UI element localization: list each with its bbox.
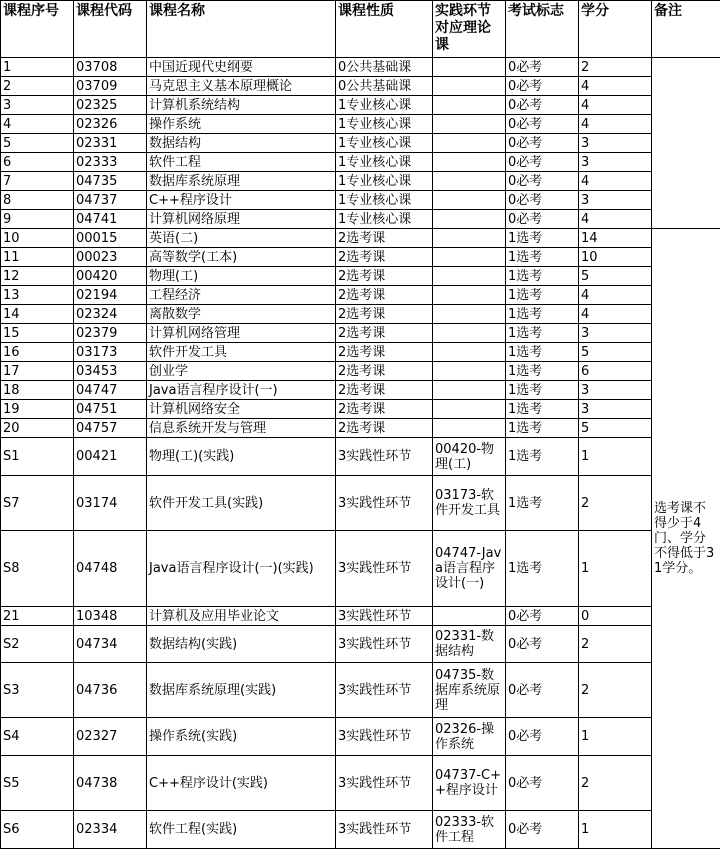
cell-code: 04757 (74, 419, 147, 438)
cell-exam: 0必考 (506, 96, 579, 115)
cell-seq: 14 (1, 305, 74, 324)
table-row (1, 96, 720, 115)
cell-theory (433, 77, 506, 96)
cell-code: 04747 (74, 381, 147, 400)
cell-exam: 1选考 (506, 419, 579, 438)
cell-credit: 1 (579, 438, 652, 476)
cell-remark-empty (652, 58, 720, 229)
cell-seq: S6 (1, 811, 74, 849)
cell-type: 2选考课 (336, 267, 433, 286)
cell-theory (433, 607, 506, 626)
cell-type: 3实践性环节 (336, 718, 433, 756)
cell-type: 1专业核心课 (336, 115, 433, 134)
cell-type: 3实践性环节 (336, 438, 433, 476)
cell-name: 创业学 (147, 362, 336, 381)
cell-code: 00420 (74, 267, 147, 286)
cell-seq: 2 (1, 77, 74, 96)
cell-type: 3实践性环节 (336, 531, 433, 607)
cell-exam: 0必考 (506, 77, 579, 96)
cell-name: Java语言程序设计(一)(实践) (147, 531, 336, 607)
cell-name: 数据库系统原理 (147, 172, 336, 191)
table-row (1, 58, 720, 77)
cell-credit: 3 (579, 400, 652, 419)
table-row (1, 77, 720, 96)
cell-type: 0公共基础课 (336, 58, 433, 77)
table-row (1, 438, 720, 476)
cell-theory (433, 267, 506, 286)
cell-name: 操作系统(实践) (147, 718, 336, 756)
cell-credit: 2 (579, 663, 652, 718)
table-row (1, 756, 720, 811)
cell-credit: 4 (579, 115, 652, 134)
table-row (1, 210, 720, 229)
cell-code: 04737 (74, 191, 147, 210)
cell-exam: 0必考 (506, 134, 579, 153)
cell-seq: 8 (1, 191, 74, 210)
cell-seq: 21 (1, 607, 74, 626)
cell-name: 软件开发工具(实践) (147, 476, 336, 531)
cell-code: 02326 (74, 115, 147, 134)
cell-code: 03453 (74, 362, 147, 381)
cell-exam: 1选考 (506, 324, 579, 343)
cell-credit: 10 (579, 248, 652, 267)
cell-theory (433, 305, 506, 324)
cell-seq: 5 (1, 134, 74, 153)
table-row (1, 191, 720, 210)
cell-seq: S3 (1, 663, 74, 718)
table-row (1, 305, 720, 324)
cell-name: C++程序设计 (147, 191, 336, 210)
cell-exam: 1选考 (506, 248, 579, 267)
cell-name: 数据库系统原理(实践) (147, 663, 336, 718)
cell-theory (433, 191, 506, 210)
cell-credit: 2 (579, 476, 652, 531)
cell-theory (433, 324, 506, 343)
cell-type: 2选考课 (336, 362, 433, 381)
cell-type: 1专业核心课 (336, 172, 433, 191)
cell-name: 计算机系统结构 (147, 96, 336, 115)
cell-seq: 3 (1, 96, 74, 115)
cell-code: 04751 (74, 400, 147, 419)
cell-seq: S7 (1, 476, 74, 531)
table-row (1, 362, 720, 381)
cell-theory (433, 400, 506, 419)
cell-name: 计算机网络管理 (147, 324, 336, 343)
cell-code: 04734 (74, 626, 147, 663)
cell-theory: 02333-软件工程 (433, 811, 506, 849)
cell-seq: S8 (1, 531, 74, 607)
table-row (1, 324, 720, 343)
cell-credit: 2 (579, 58, 652, 77)
cell-type: 3实践性环节 (336, 476, 433, 531)
cell-seq: 19 (1, 400, 74, 419)
cell-credit: 1 (579, 718, 652, 756)
cell-seq: 9 (1, 210, 74, 229)
cell-code: 02327 (74, 718, 147, 756)
cell-exam: 0必考 (506, 663, 579, 718)
cell-exam: 0必考 (506, 756, 579, 811)
cell-type: 3实践性环节 (336, 626, 433, 663)
cell-name: 数据结构 (147, 134, 336, 153)
cell-theory (433, 381, 506, 400)
cell-code: 03174 (74, 476, 147, 531)
cell-name: 软件工程(实践) (147, 811, 336, 849)
cell-credit: 0 (579, 607, 652, 626)
cell-theory: 02326-操作系统 (433, 718, 506, 756)
cell-exam: 1选考 (506, 229, 579, 248)
cell-seq: 11 (1, 248, 74, 267)
cell-name: 物理(工) (147, 267, 336, 286)
cell-theory (433, 210, 506, 229)
cell-exam: 0必考 (506, 210, 579, 229)
cell-type: 2选考课 (336, 419, 433, 438)
cell-name: 离散数学 (147, 305, 336, 324)
cell-credit: 4 (579, 286, 652, 305)
table-row (1, 115, 720, 134)
cell-code: 02325 (74, 96, 147, 115)
cell-type: 1专业核心课 (336, 96, 433, 115)
cell-exam: 1选考 (506, 400, 579, 419)
cell-seq: 4 (1, 115, 74, 134)
cell-exam: 1选考 (506, 305, 579, 324)
cell-theory: 04747-Java语言程序设计(一) (433, 531, 506, 607)
cell-exam: 1选考 (506, 267, 579, 286)
cell-seq: 12 (1, 267, 74, 286)
cell-seq: 1 (1, 58, 74, 77)
cell-type: 2选考课 (336, 343, 433, 362)
cell-credit: 4 (579, 96, 652, 115)
cell-credit: 14 (579, 229, 652, 248)
cell-seq: S2 (1, 626, 74, 663)
cell-seq: S4 (1, 718, 74, 756)
cell-type: 2选考课 (336, 324, 433, 343)
table-row (1, 419, 720, 438)
table-row (1, 400, 720, 419)
cell-exam: 0必考 (506, 153, 579, 172)
cell-seq: 7 (1, 172, 74, 191)
cell-code: 02333 (74, 153, 147, 172)
cell-seq: 6 (1, 153, 74, 172)
cell-type: 3实践性环节 (336, 756, 433, 811)
cell-credit: 5 (579, 419, 652, 438)
cell-code: 04735 (74, 172, 147, 191)
cell-exam: 0必考 (506, 607, 579, 626)
cell-type: 3实践性环节 (336, 811, 433, 849)
cell-name: 高等数学(工本) (147, 248, 336, 267)
cell-theory (433, 96, 506, 115)
header-exam: 考试标志 (506, 1, 579, 58)
table-row (1, 134, 720, 153)
cell-remark: 选考课不得少于4门、学分不得低于31学分。 (652, 229, 720, 849)
cell-theory (433, 172, 506, 191)
cell-code: 00015 (74, 229, 147, 248)
cell-code: 02331 (74, 134, 147, 153)
cell-credit: 5 (579, 267, 652, 286)
cell-seq: 16 (1, 343, 74, 362)
cell-code: 02194 (74, 286, 147, 305)
cell-credit: 5 (579, 343, 652, 362)
cell-name: Java语言程序设计(一) (147, 381, 336, 400)
cell-name: 信息系统开发与管理 (147, 419, 336, 438)
cell-type: 1专业核心课 (336, 210, 433, 229)
cell-credit: 3 (579, 153, 652, 172)
cell-theory (433, 362, 506, 381)
table-body (1, 58, 720, 849)
cell-name: 软件开发工具 (147, 343, 336, 362)
header-row (1, 1, 720, 58)
table-row (1, 811, 720, 849)
cell-credit: 4 (579, 210, 652, 229)
cell-credit: 4 (579, 77, 652, 96)
cell-seq: 10 (1, 229, 74, 248)
cell-type: 2选考课 (336, 305, 433, 324)
cell-type: 2选考课 (336, 248, 433, 267)
cell-code: 04748 (74, 531, 147, 607)
cell-name: 计算机网络原理 (147, 210, 336, 229)
table-row (1, 229, 720, 248)
cell-theory (433, 343, 506, 362)
cell-seq: 18 (1, 381, 74, 400)
cell-credit: 4 (579, 305, 652, 324)
table-row (1, 267, 720, 286)
cell-name: 马克思主义基本原理概论 (147, 77, 336, 96)
cell-type: 2选考课 (336, 286, 433, 305)
cell-theory: 02331-数据结构 (433, 626, 506, 663)
cell-name: 计算机及应用毕业论文 (147, 607, 336, 626)
cell-seq: S5 (1, 756, 74, 811)
cell-code: 02379 (74, 324, 147, 343)
cell-credit: 3 (579, 381, 652, 400)
cell-seq: 20 (1, 419, 74, 438)
cell-exam: 0必考 (506, 191, 579, 210)
cell-theory (433, 286, 506, 305)
cell-name: 软件工程 (147, 153, 336, 172)
cell-code: 00421 (74, 438, 147, 476)
table-row (1, 476, 720, 531)
cell-theory (433, 229, 506, 248)
cell-type: 2选考课 (336, 400, 433, 419)
cell-theory (433, 58, 506, 77)
cell-exam: 1选考 (506, 531, 579, 607)
cell-exam: 1选考 (506, 438, 579, 476)
cell-exam: 0必考 (506, 115, 579, 134)
cell-credit: 3 (579, 324, 652, 343)
cell-credit: 4 (579, 172, 652, 191)
cell-theory (433, 419, 506, 438)
cell-exam: 1选考 (506, 343, 579, 362)
cell-credit: 3 (579, 191, 652, 210)
header-credit: 学分 (579, 1, 652, 58)
cell-type: 1专业核心课 (336, 134, 433, 153)
cell-code: 02334 (74, 811, 147, 849)
cell-type: 3实践性环节 (336, 663, 433, 718)
header-theory: 实践环节对应理论课 (433, 1, 506, 58)
cell-theory (433, 134, 506, 153)
table-row (1, 153, 720, 172)
cell-name: 数据结构(实践) (147, 626, 336, 663)
table-row (1, 718, 720, 756)
cell-theory: 03173-软件开发工具 (433, 476, 506, 531)
cell-name: C++程序设计(实践) (147, 756, 336, 811)
cell-type: 2选考课 (336, 229, 433, 248)
cell-theory (433, 153, 506, 172)
cell-type: 2选考课 (336, 381, 433, 400)
cell-credit: 3 (579, 134, 652, 153)
cell-exam: 1选考 (506, 381, 579, 400)
cell-type: 0公共基础课 (336, 77, 433, 96)
cell-name: 英语(二) (147, 229, 336, 248)
table-row (1, 172, 720, 191)
cell-name: 工程经济 (147, 286, 336, 305)
cell-code: 04738 (74, 756, 147, 811)
cell-theory (433, 248, 506, 267)
cell-credit: 6 (579, 362, 652, 381)
cell-type: 3实践性环节 (336, 607, 433, 626)
cell-exam: 1选考 (506, 286, 579, 305)
table-row (1, 626, 720, 663)
header-name: 课程名称 (147, 1, 336, 58)
cell-seq: S1 (1, 438, 74, 476)
table-row (1, 663, 720, 718)
cell-theory: 04735-数据库系统原理 (433, 663, 506, 718)
cell-seq: 15 (1, 324, 74, 343)
cell-type: 1专业核心课 (336, 191, 433, 210)
table-row (1, 343, 720, 362)
cell-exam: 1选考 (506, 476, 579, 531)
table-row (1, 381, 720, 400)
header-type: 课程性质 (336, 1, 433, 58)
header-seq: 课程序号 (1, 1, 74, 58)
cell-exam: 0必考 (506, 172, 579, 191)
cell-code: 03709 (74, 77, 147, 96)
cell-seq: 17 (1, 362, 74, 381)
cell-theory: 00420-物理(工) (433, 438, 506, 476)
cell-theory (433, 115, 506, 134)
table-row (1, 607, 720, 626)
cell-credit: 2 (579, 756, 652, 811)
cell-seq: 13 (1, 286, 74, 305)
cell-exam: 0必考 (506, 626, 579, 663)
cell-name: 物理(工)(实践) (147, 438, 336, 476)
cell-credit: 2 (579, 626, 652, 663)
table-row (1, 531, 720, 607)
cell-code: 02324 (74, 305, 147, 324)
cell-code: 04736 (74, 663, 147, 718)
cell-code: 03173 (74, 343, 147, 362)
cell-exam: 0必考 (506, 811, 579, 849)
cell-name: 计算机网络安全 (147, 400, 336, 419)
cell-code: 10348 (74, 607, 147, 626)
cell-code: 00023 (74, 248, 147, 267)
cell-exam: 1选考 (506, 362, 579, 381)
cell-type: 1专业核心课 (336, 153, 433, 172)
cell-exam: 0必考 (506, 58, 579, 77)
cell-credit: 1 (579, 811, 652, 849)
table-row (1, 286, 720, 305)
cell-name: 中国近现代史纲要 (147, 58, 336, 77)
header-remark: 备注 (652, 1, 720, 58)
cell-code: 04741 (74, 210, 147, 229)
table-row (1, 248, 720, 267)
cell-name: 操作系统 (147, 115, 336, 134)
cell-exam: 0必考 (506, 718, 579, 756)
cell-code: 03708 (74, 58, 147, 77)
cell-theory: 04737-C++程序设计 (433, 756, 506, 811)
header-code: 课程代码 (74, 1, 147, 58)
cell-credit: 1 (579, 531, 652, 607)
